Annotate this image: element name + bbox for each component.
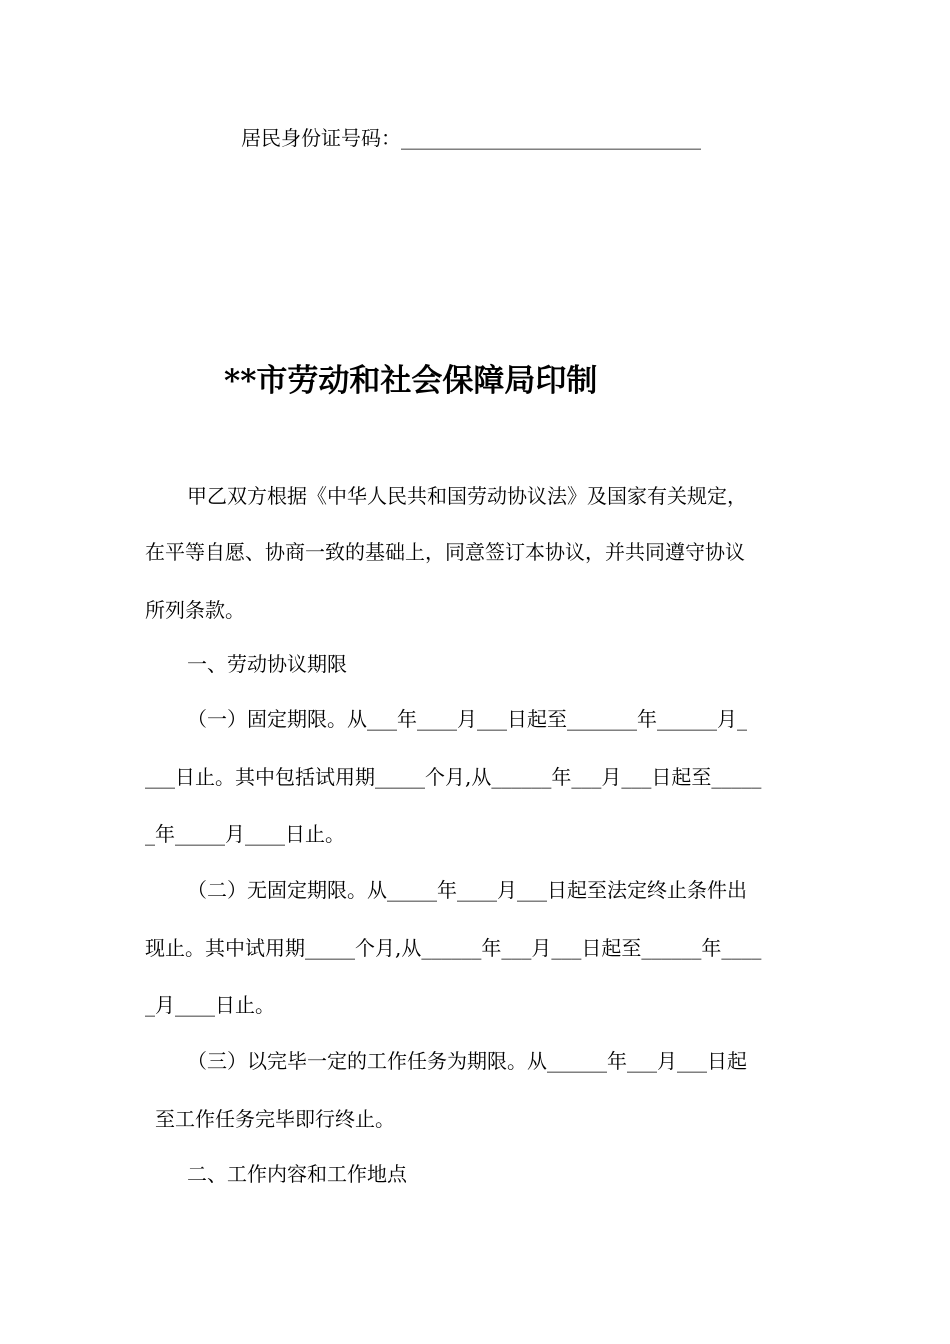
clause-3-line-1: （三）以完毕一定的工作任务为期限。从______年___月___日起	[187, 1049, 747, 1073]
clause-1-line-2: ___日止。其中包括试用期_____个月,从______年___月___日起至_____	[145, 765, 762, 789]
clause-2-line-1: （二）无固定期限。从_____年____月___日起至法定终止条件出	[187, 878, 747, 902]
intro-line-3: 所列条款。	[145, 598, 245, 622]
id-number-line: 居民身份证号码：______________________________	[241, 126, 701, 150]
section-1-heading: 一、劳动协议期限	[187, 652, 347, 676]
clause-1-line-3: _年_____月____日止。	[145, 822, 345, 846]
clause-2-line-2: 现止。其中试用期_____个月,从______年___月___日起至______年____	[145, 936, 762, 960]
intro-line-1: 甲乙双方根据《中华人民共和国劳动协议法》及国家有关规定，	[187, 484, 747, 508]
clause-2-line-3: _月____日止。	[145, 993, 275, 1017]
clause-3-line-2: 至工作任务完毕即行终止。	[155, 1107, 395, 1131]
clause-1-line-1: （一）固定期限。从___年____月___日起至_______年______月_	[187, 707, 747, 731]
section-2-heading: 二、工作内容和工作地点	[187, 1162, 407, 1186]
intro-line-2: 在平等自愿、协商一致的基础上，同意签订本协议，并共同遵守协议	[145, 540, 745, 564]
issuer-title: **市劳动和社会保障局印制	[224, 363, 598, 399]
